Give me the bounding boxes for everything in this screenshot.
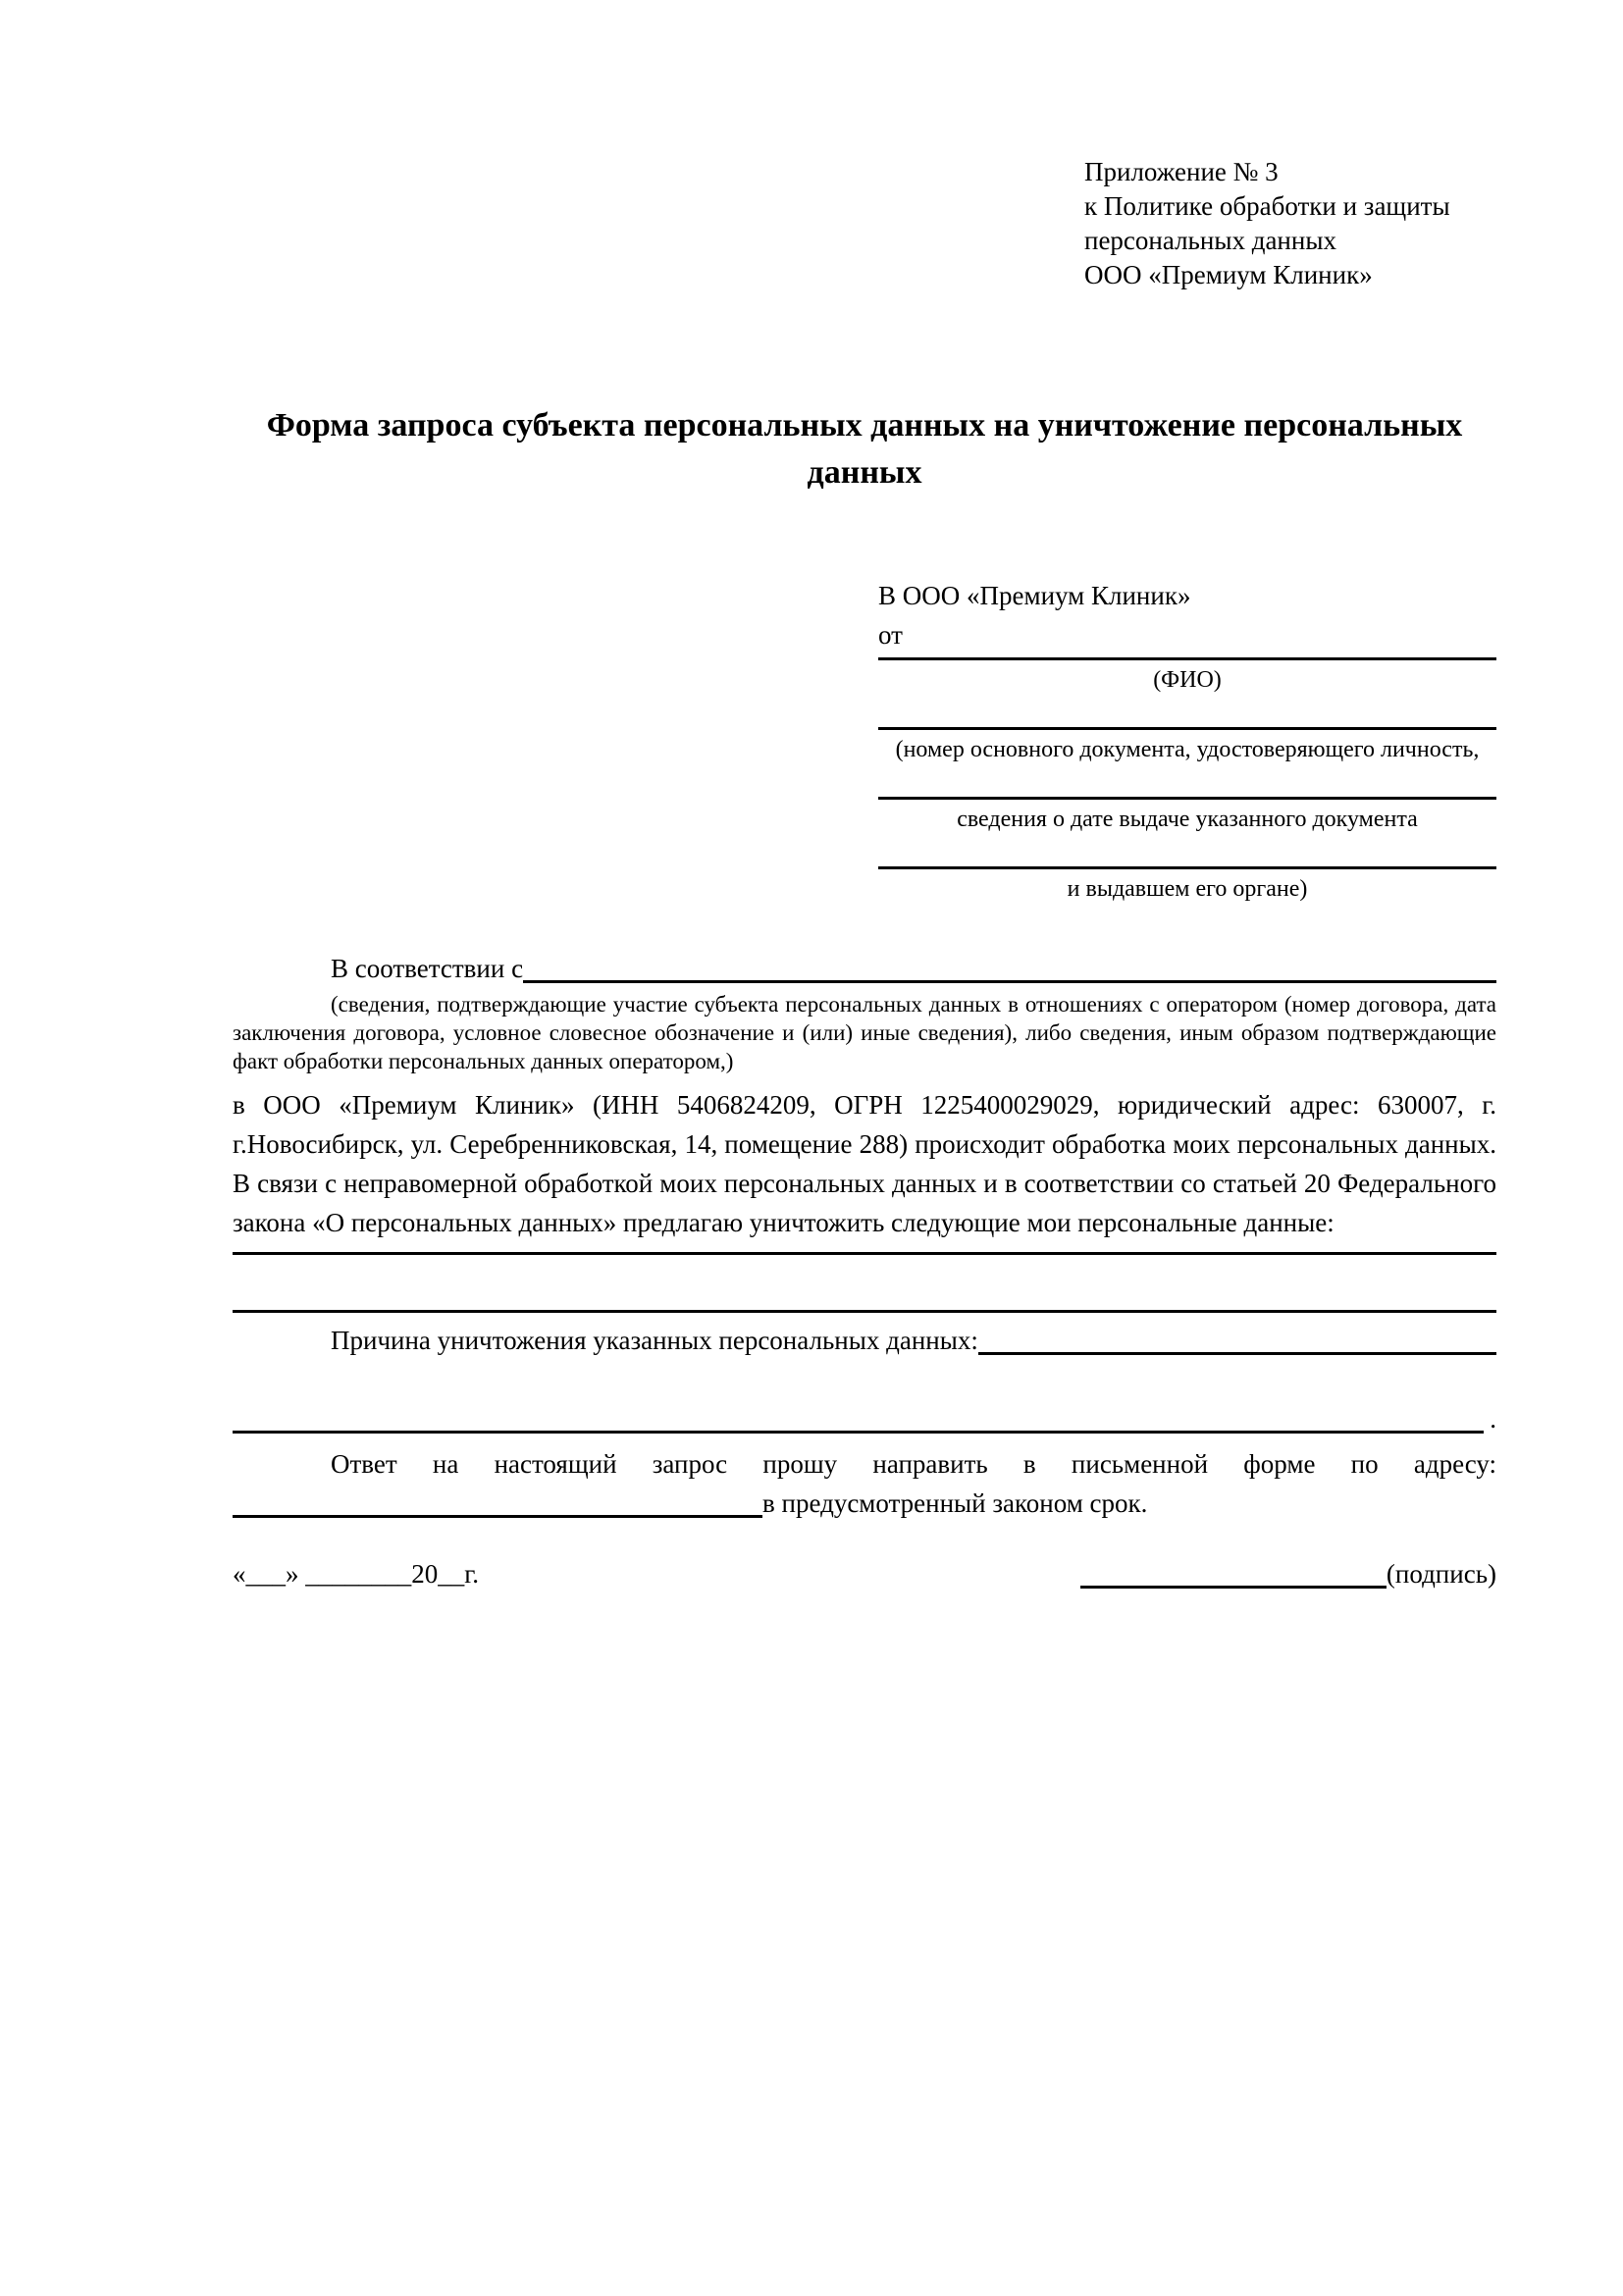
issuing-authority-fill-line	[878, 866, 1496, 869]
appendix-line-1: Приложение № 3	[1084, 157, 1279, 186]
addressee-block	[878, 576, 1496, 903]
personal-data-fill-line-1	[233, 1252, 1496, 1255]
issue-date-caption: сведения о дате выдаче указанного документа	[957, 807, 1418, 832]
recipient-line: В ООО «Премиум Клиник»	[878, 581, 1191, 610]
reason-fill-line-2	[233, 1431, 1484, 1434]
signature-caption: (подпись)	[1386, 1559, 1496, 1589]
main-paragraph: в ООО «Премиум Клиник» (ИНН 5406824209, ОГРН 1225400029029, юридический адрес: 630007, г. г.Новосибирск, ул. Серебренниковская, 14, помещение 288) происходит обработка моих персональных данных. В связи с неправомерной обработкой моих персональных данных и в соответствии со статьей 20 Федерального закона «О персональных данных» предлагаю уничтожить следующие мои персональные данные:	[233, 1090, 1496, 1237]
signature-fill-line	[1080, 1586, 1387, 1589]
reason-fill-line	[978, 1352, 1496, 1355]
personal-data-fill-line-2	[233, 1310, 1496, 1313]
document-title: Форма запроса субъекта персональных данных на уничтожение персональных данных	[266, 407, 1463, 491]
fio-caption: (ФИО)	[1153, 667, 1222, 693]
issue-date-fill-line	[878, 797, 1496, 800]
response-tail: в предусмотренный законом срок.	[762, 1488, 1148, 1518]
date-signature-row	[233, 1554, 1496, 1593]
reason-row	[233, 1321, 1496, 1360]
appendix-line-2: к Политике обработки и защиты	[1084, 191, 1450, 221]
accordance-fill-line	[523, 980, 1496, 983]
identity-document-caption: (номер основного документа, удостоверяющего личность,	[895, 737, 1480, 762]
appendix-note	[1084, 155, 1496, 292]
identity-document-fill-line	[878, 727, 1496, 730]
reason-label: Причина уничтожения указанных персональных данных:	[331, 1326, 978, 1355]
accordance-label: В соответствии с	[331, 954, 524, 983]
address-fill-line	[233, 1515, 762, 1518]
signature-block	[1080, 1554, 1496, 1593]
response-paragraph: Ответ на настоящий запрос прошу направить в письменной форме по адресу:	[331, 1449, 1496, 1479]
reason-continuation-row	[233, 1399, 1496, 1438]
accordance-note: (сведения, подтверждающие участие субъекта персональных данных в отношениях с оператором (номер договора, дата заключения договора, условное словесное обозначение и (или) иные сведения), либо сведения, иным образом подтверждающие факт обработки персональных данных оператором,)	[233, 992, 1496, 1073]
appendix-line-4: ООО «Премиум Клиник»	[1084, 260, 1373, 289]
issuing-authority-caption: и выдавшем его органе)	[1067, 876, 1308, 902]
sender-label: от	[878, 620, 903, 650]
response-address-row	[233, 1484, 1496, 1523]
date-placeholder: «___» ________20__г.	[233, 1559, 480, 1589]
fio-fill-line	[878, 657, 1496, 660]
accordance-row	[233, 949, 1496, 988]
appendix-line-3: персональных данных	[1084, 226, 1336, 255]
sentence-period: .	[1490, 1404, 1496, 1434]
